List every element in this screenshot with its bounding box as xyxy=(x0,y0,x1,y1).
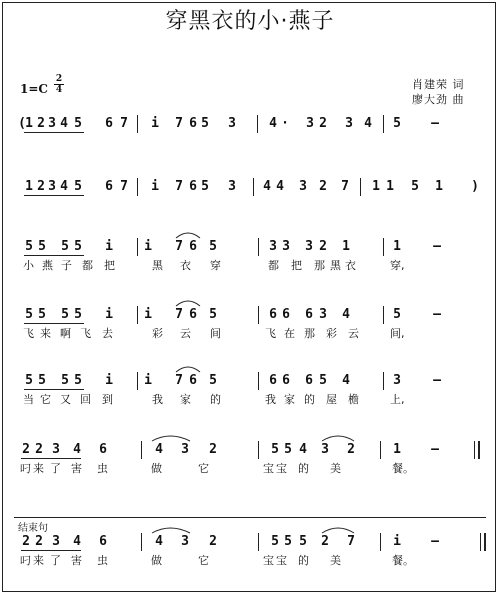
note: 4 xyxy=(73,442,81,457)
lyric-syllable: 都 xyxy=(82,259,93,272)
note: i xyxy=(151,116,159,131)
note: i xyxy=(144,239,152,254)
lyric-syllable: 云 xyxy=(348,327,359,340)
lyric-syllable: 美 xyxy=(330,554,341,567)
lyric-syllable: 在 xyxy=(284,327,295,340)
lyric-syllable: 来 xyxy=(33,462,44,475)
bar-line xyxy=(383,306,384,324)
note: 5 xyxy=(61,239,69,254)
bar-line xyxy=(258,372,259,390)
lyric-syllable: 的 xyxy=(210,393,221,406)
note: 4 xyxy=(73,534,81,549)
note: 6 xyxy=(189,179,197,194)
note: 3 xyxy=(282,239,290,254)
note: 6 xyxy=(105,179,113,194)
bar-line xyxy=(141,533,142,551)
note: 2 xyxy=(319,179,327,194)
final-bar-thick xyxy=(478,441,480,459)
lyric-syllable: 的 xyxy=(304,393,315,406)
score-row xyxy=(0,374,500,414)
note: 2 xyxy=(22,534,30,549)
lyric-syllable: 家 xyxy=(180,393,191,406)
final-bar-thin xyxy=(474,441,475,459)
note: – xyxy=(433,307,441,322)
note: 3 xyxy=(228,116,236,131)
lyric-syllable: 飞 xyxy=(80,327,91,340)
note: 4 xyxy=(276,179,284,194)
note: 6 xyxy=(99,442,107,457)
note: 5 xyxy=(201,116,209,131)
lyric-syllable: 的 xyxy=(298,462,309,475)
lyric-syllable: 小 xyxy=(23,259,34,272)
note: 5 xyxy=(299,534,307,549)
lyric-syllable: 间, xyxy=(390,327,405,340)
time-signature xyxy=(54,74,64,95)
lyric-syllable: 檐 xyxy=(348,393,359,406)
lyric-syllable: 都 xyxy=(268,259,279,272)
key-signature: 1=C xyxy=(20,82,48,96)
note: 3 xyxy=(181,442,189,457)
note: 5 xyxy=(61,373,69,388)
bar-line xyxy=(360,178,361,196)
beam-underline xyxy=(24,132,84,133)
lyric-syllable: 彩 xyxy=(152,327,163,340)
ending-box-line xyxy=(14,517,486,518)
note: – xyxy=(431,442,439,457)
note: 2 xyxy=(209,442,217,457)
note: 1 xyxy=(25,179,33,194)
note: 3 xyxy=(48,179,56,194)
note: 4 xyxy=(299,442,307,457)
note: · xyxy=(281,116,289,131)
lyric-syllable: 宝 xyxy=(276,554,287,567)
note: 3 xyxy=(321,442,329,457)
note: 5 xyxy=(38,239,46,254)
note: ) xyxy=(471,179,479,194)
note: 5 xyxy=(25,239,33,254)
note: 6 xyxy=(282,373,290,388)
note: 4 xyxy=(269,116,277,131)
final-bar-thick xyxy=(484,533,486,551)
ending-label: 结束句 xyxy=(18,523,48,534)
lyric-syllable: 黑 xyxy=(152,259,163,272)
lyric-syllable: 害 xyxy=(71,462,82,475)
lyric-syllable: 去 xyxy=(102,327,113,340)
lyric-syllable: 它 xyxy=(198,554,209,567)
note: 2 xyxy=(37,116,45,131)
note: 2 xyxy=(35,442,43,457)
bar-line xyxy=(137,372,138,390)
note: 7 xyxy=(175,307,183,322)
note: 5 xyxy=(74,116,82,131)
note: 5 xyxy=(74,373,82,388)
lyric-syllable: 子 xyxy=(61,259,72,272)
beam-underline xyxy=(24,323,84,324)
note: 5 xyxy=(393,116,401,131)
note: 1 xyxy=(342,239,350,254)
note: 6 xyxy=(305,373,313,388)
final-bar-thin xyxy=(480,533,481,551)
note: 5 xyxy=(284,534,292,549)
lyric-syllable: 间 xyxy=(210,327,221,340)
lyric-syllable: 宝 xyxy=(263,554,274,567)
lyric-syllable: 彩 xyxy=(326,327,337,340)
lyric-syllable: 虫 xyxy=(97,462,108,475)
lyric-syllable: 回 xyxy=(80,393,91,406)
note: 5 xyxy=(25,307,33,322)
lyric-syllable: 上, xyxy=(390,393,405,406)
note: 3 xyxy=(299,179,307,194)
lyric-syllable: 飞 xyxy=(265,327,276,340)
note: 6 xyxy=(189,116,197,131)
note: 6 xyxy=(282,307,290,322)
note: 3 xyxy=(306,116,314,131)
lyric-syllable: 了 xyxy=(50,554,61,567)
note: 2 xyxy=(37,179,45,194)
lyric-syllable: 把 xyxy=(291,259,302,272)
lyric-syllable: 当 xyxy=(23,393,34,406)
note: i xyxy=(393,534,401,549)
note: 4 xyxy=(60,116,68,131)
beam-underline xyxy=(21,550,81,551)
note: 3 xyxy=(393,373,401,388)
note: 1 xyxy=(393,442,401,457)
beam-underline xyxy=(24,389,84,390)
bar-line xyxy=(380,533,381,551)
note: 7 xyxy=(175,116,183,131)
bar-line xyxy=(253,178,254,196)
lyric-syllable: 到 xyxy=(102,393,113,406)
note: 1 xyxy=(386,179,394,194)
bar-line xyxy=(258,533,259,551)
note: 3 xyxy=(269,239,277,254)
note: 5 xyxy=(209,307,217,322)
lyric-syllable: 来 xyxy=(33,554,44,567)
lyric-syllable: 那 xyxy=(304,327,315,340)
bar-line xyxy=(383,372,384,390)
note: 5 xyxy=(25,373,33,388)
note: ( xyxy=(18,116,26,131)
lyric-syllable: 虫 xyxy=(97,554,108,567)
lyric-syllable: 它 xyxy=(198,462,209,475)
note: 3 xyxy=(305,239,313,254)
time-signature-top: 2 xyxy=(55,74,63,84)
note: i xyxy=(144,307,152,322)
note: 4 xyxy=(263,179,271,194)
note: i xyxy=(105,307,113,322)
lyric-syllable: 来 xyxy=(40,327,51,340)
note: 5 xyxy=(74,179,82,194)
lyric-syllable: 了 xyxy=(50,462,61,475)
note: 7 xyxy=(175,373,183,388)
note: 5 xyxy=(74,239,82,254)
lyric-syllable: 屋 xyxy=(326,393,337,406)
lyric-syllable: 它 xyxy=(40,393,51,406)
note: 5 xyxy=(411,179,419,194)
note: 2 xyxy=(319,116,327,131)
note: i xyxy=(105,373,113,388)
note: i xyxy=(151,179,159,194)
note: 4 xyxy=(364,116,372,131)
score-row xyxy=(0,117,500,157)
note: 6 xyxy=(269,307,277,322)
note: 2 xyxy=(35,534,43,549)
lyric-syllable: 又 xyxy=(60,393,71,406)
beam-underline xyxy=(24,255,84,256)
lyric-syllable: 叼 xyxy=(20,462,31,475)
lyric-syllable: 衣 xyxy=(345,259,356,272)
note: 7 xyxy=(120,179,128,194)
lyric-syllable: 黑 xyxy=(330,259,341,272)
beam-underline xyxy=(21,458,81,459)
note: 6 xyxy=(105,116,113,131)
lyric-syllable: 宝 xyxy=(276,462,287,475)
note: 3 xyxy=(48,116,56,131)
note: 5 xyxy=(61,307,69,322)
lyric-syllable: 我 xyxy=(265,393,276,406)
note: 5 xyxy=(74,307,82,322)
note: 5 xyxy=(201,179,209,194)
lyric-syllable: 飞 xyxy=(23,327,34,340)
beam-underline xyxy=(24,195,84,196)
lyric-syllable: 餐。 xyxy=(392,462,414,475)
note: 7 xyxy=(347,534,355,549)
bar-line xyxy=(383,238,384,256)
note: 4 xyxy=(60,179,68,194)
note: 7 xyxy=(175,179,183,194)
note: i xyxy=(105,239,113,254)
note: 4 xyxy=(155,442,163,457)
score-row xyxy=(0,535,500,575)
note: 2 xyxy=(321,534,329,549)
note: 5 xyxy=(209,373,217,388)
note: 3 xyxy=(52,534,60,549)
score-row xyxy=(0,180,500,220)
lyric-syllable: 衣 xyxy=(180,259,191,272)
score-row xyxy=(0,308,500,348)
lyric-syllable: 把 xyxy=(104,259,115,272)
time-signature-bottom: 4 xyxy=(55,85,63,95)
score-row xyxy=(0,443,500,483)
lyric-syllable: 宝 xyxy=(263,462,274,475)
note: 5 xyxy=(271,534,279,549)
composer-credit: 廖大劲 曲 xyxy=(412,93,465,106)
note: 6 xyxy=(189,239,197,254)
note: – xyxy=(431,534,439,549)
bar-line xyxy=(258,441,259,459)
note: 1 xyxy=(435,179,443,194)
lyric-syllable: 云 xyxy=(180,327,191,340)
lyric-syllable: 穿, xyxy=(390,259,405,272)
note: 5 xyxy=(271,442,279,457)
lyric-syllable: 美 xyxy=(330,462,341,475)
lyric-syllable: 穿 xyxy=(210,259,221,272)
note: 6 xyxy=(305,307,313,322)
note: – xyxy=(433,373,441,388)
bar-line xyxy=(137,238,138,256)
lyricist-credit: 肖建荣 词 xyxy=(412,78,465,91)
bar-line xyxy=(380,441,381,459)
note: 6 xyxy=(189,373,197,388)
note: – xyxy=(433,239,441,254)
note: 6 xyxy=(189,307,197,322)
note: – xyxy=(431,116,439,131)
note: 7 xyxy=(341,179,349,194)
lyric-syllable: 啊 xyxy=(60,327,71,340)
lyric-syllable: 我 xyxy=(152,393,163,406)
bar-line xyxy=(141,441,142,459)
note: 4 xyxy=(342,373,350,388)
lyric-syllable: 做 xyxy=(151,554,162,567)
note: 7 xyxy=(175,239,183,254)
bar-line xyxy=(258,238,259,256)
note: i xyxy=(144,373,152,388)
note: 5 xyxy=(209,239,217,254)
bar-line xyxy=(383,115,384,133)
lyric-syllable: 家 xyxy=(284,393,295,406)
lyric-syllable: 害 xyxy=(71,554,82,567)
note: 7 xyxy=(120,116,128,131)
note: 2 xyxy=(319,239,327,254)
note: 2 xyxy=(209,534,217,549)
note: 2 xyxy=(347,442,355,457)
note: 3 xyxy=(345,116,353,131)
note: 3 xyxy=(319,307,327,322)
song-title: 穿黑衣的小·燕子 xyxy=(165,9,335,34)
note: 4 xyxy=(155,534,163,549)
note: 1 xyxy=(393,239,401,254)
bar-line xyxy=(258,306,259,324)
lyric-syllable: 燕 xyxy=(42,259,53,272)
note: 2 xyxy=(22,442,30,457)
note: 1 xyxy=(25,116,33,131)
note: 5 xyxy=(284,442,292,457)
score-row xyxy=(0,240,500,280)
note: 3 xyxy=(52,442,60,457)
note: 3 xyxy=(228,179,236,194)
note: 5 xyxy=(393,307,401,322)
lyric-syllable: 那 xyxy=(314,259,325,272)
bar-line xyxy=(137,306,138,324)
note: 6 xyxy=(99,534,107,549)
note: 5 xyxy=(38,307,46,322)
lyric-syllable: 餐。 xyxy=(392,554,414,567)
bar-line xyxy=(137,178,138,196)
note: 5 xyxy=(38,373,46,388)
lyric-syllable: 的 xyxy=(298,554,309,567)
note: 4 xyxy=(342,307,350,322)
note: 6 xyxy=(269,373,277,388)
lyric-syllable: 做 xyxy=(151,462,162,475)
bar-line xyxy=(257,115,258,133)
bar-line xyxy=(137,115,138,133)
note: 5 xyxy=(319,373,327,388)
lyric-syllable: 叼 xyxy=(20,554,31,567)
note: 1 xyxy=(372,179,380,194)
note: 3 xyxy=(181,534,189,549)
